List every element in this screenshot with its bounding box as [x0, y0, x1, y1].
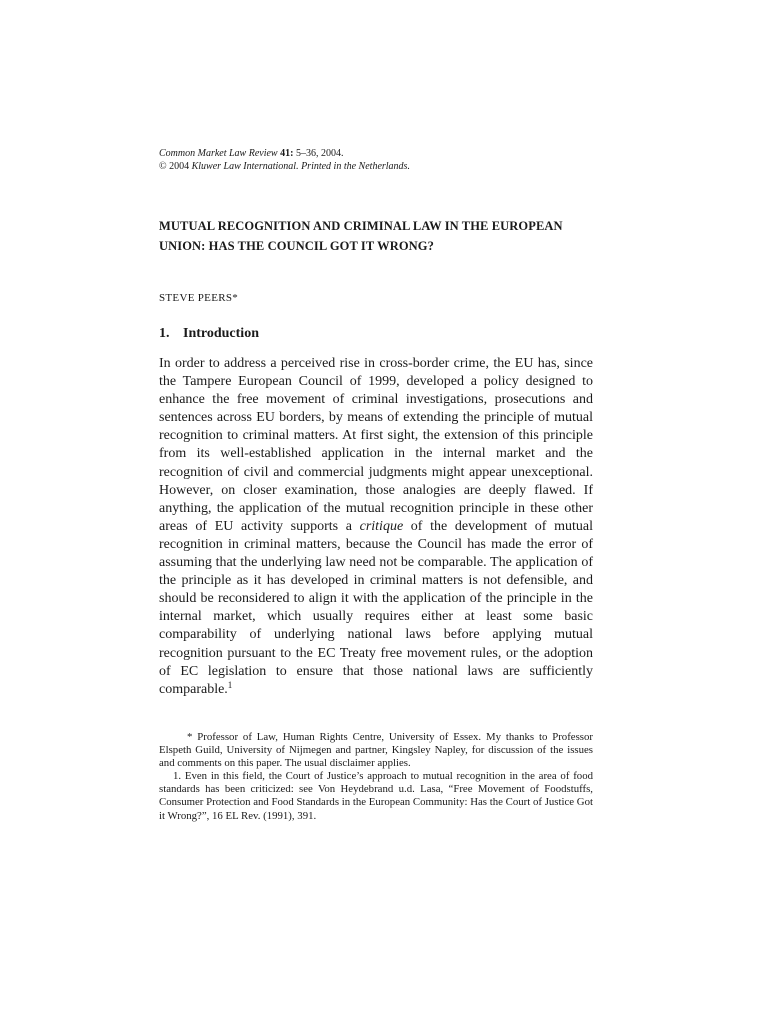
journal-citation — [159, 147, 599, 173]
article-author: STEVE PEERS* — [159, 292, 239, 304]
article-title-line-2: UNION: HAS THE COUNCIL GOT IT WRONG? — [159, 239, 434, 253]
section-number: 1. — [159, 326, 170, 341]
article-title-line-1: MUTUAL RECOGNITION AND CRIMINAL LAW IN THE EUROPEAN — [159, 219, 563, 233]
footnote-1: 1. Even in this field, the Court of Justice’s approach to mutual recognition in the area of food standards has been criticized: see Von Heydebrand u.d. Lasa, “Free Movement of Foodstuffs, Consumer Protection and Food Standards in the European Community: Has the Court of Justice Got it Wrong?”, 16 EL Rev. (1991), 391. — [159, 770, 593, 822]
footnote-reference[interactable]: 1 — [227, 679, 233, 690]
section-heading — [159, 325, 259, 343]
paragraph-italic-term: critique — [359, 518, 404, 534]
section-title: Introduction — [183, 326, 259, 341]
journal-name: Common Market Law Review — [159, 148, 278, 159]
journal-pages: 5–36, 2004. — [293, 148, 344, 159]
copyright-notice: © 2004 — [159, 161, 192, 172]
copyright-line — [159, 160, 599, 173]
paragraph-text-part-1: In order to address a perceived rise in cross-border crime, the EU has, since the Tampere European Council of 1999, developed a policy designed to enhance the free movement of criminal investigations, prosecutions and sentences across EU borders, by means of extending the principle of mutual recognition to criminal matters. At first sight, the extension of this principle from its well-established application in the internal market and the recognition of civil and commercial judgments might appear unexceptional. However, on closer examination, those analogies are deeply flawed. If anything, the application of the mutual recognition principle in these other areas of EU activity supports a — [159, 356, 593, 534]
article-title — [159, 216, 599, 256]
paragraph-text-part-2: of the development of mutual recognition in criminal matters, because the Council has made the error of assuming that the underlying law need not be comparable. The application of the principle as it has developed in criminal matters is not defensible, and should be reconsidered to align it with the application of the principle in the internal market, which usually requires either at least some basic comparability of underlying national laws before applying mutual recognition pursuant to the EC Treaty free movement rules, or the adoption of EC legislation to ensure that those national laws are sufficiently comparable. — [159, 518, 594, 697]
journal-citation-line — [159, 147, 599, 160]
introduction-paragraph — [159, 355, 593, 699]
author-footnote: * Professor of Law, Human Rights Centre, University of Essex. My thanks to Professor Elspeth Guild, University of Nijmegen and partner, Kingsley Napley, for discussion of the issues and comments on this paper. The usual disclaimer applies. — [159, 731, 593, 770]
publisher-notice: Kluwer Law International. Printed in the Netherlands. — [191, 161, 410, 172]
journal-volume: 41: — [280, 148, 294, 159]
footnotes-section — [159, 731, 593, 823]
